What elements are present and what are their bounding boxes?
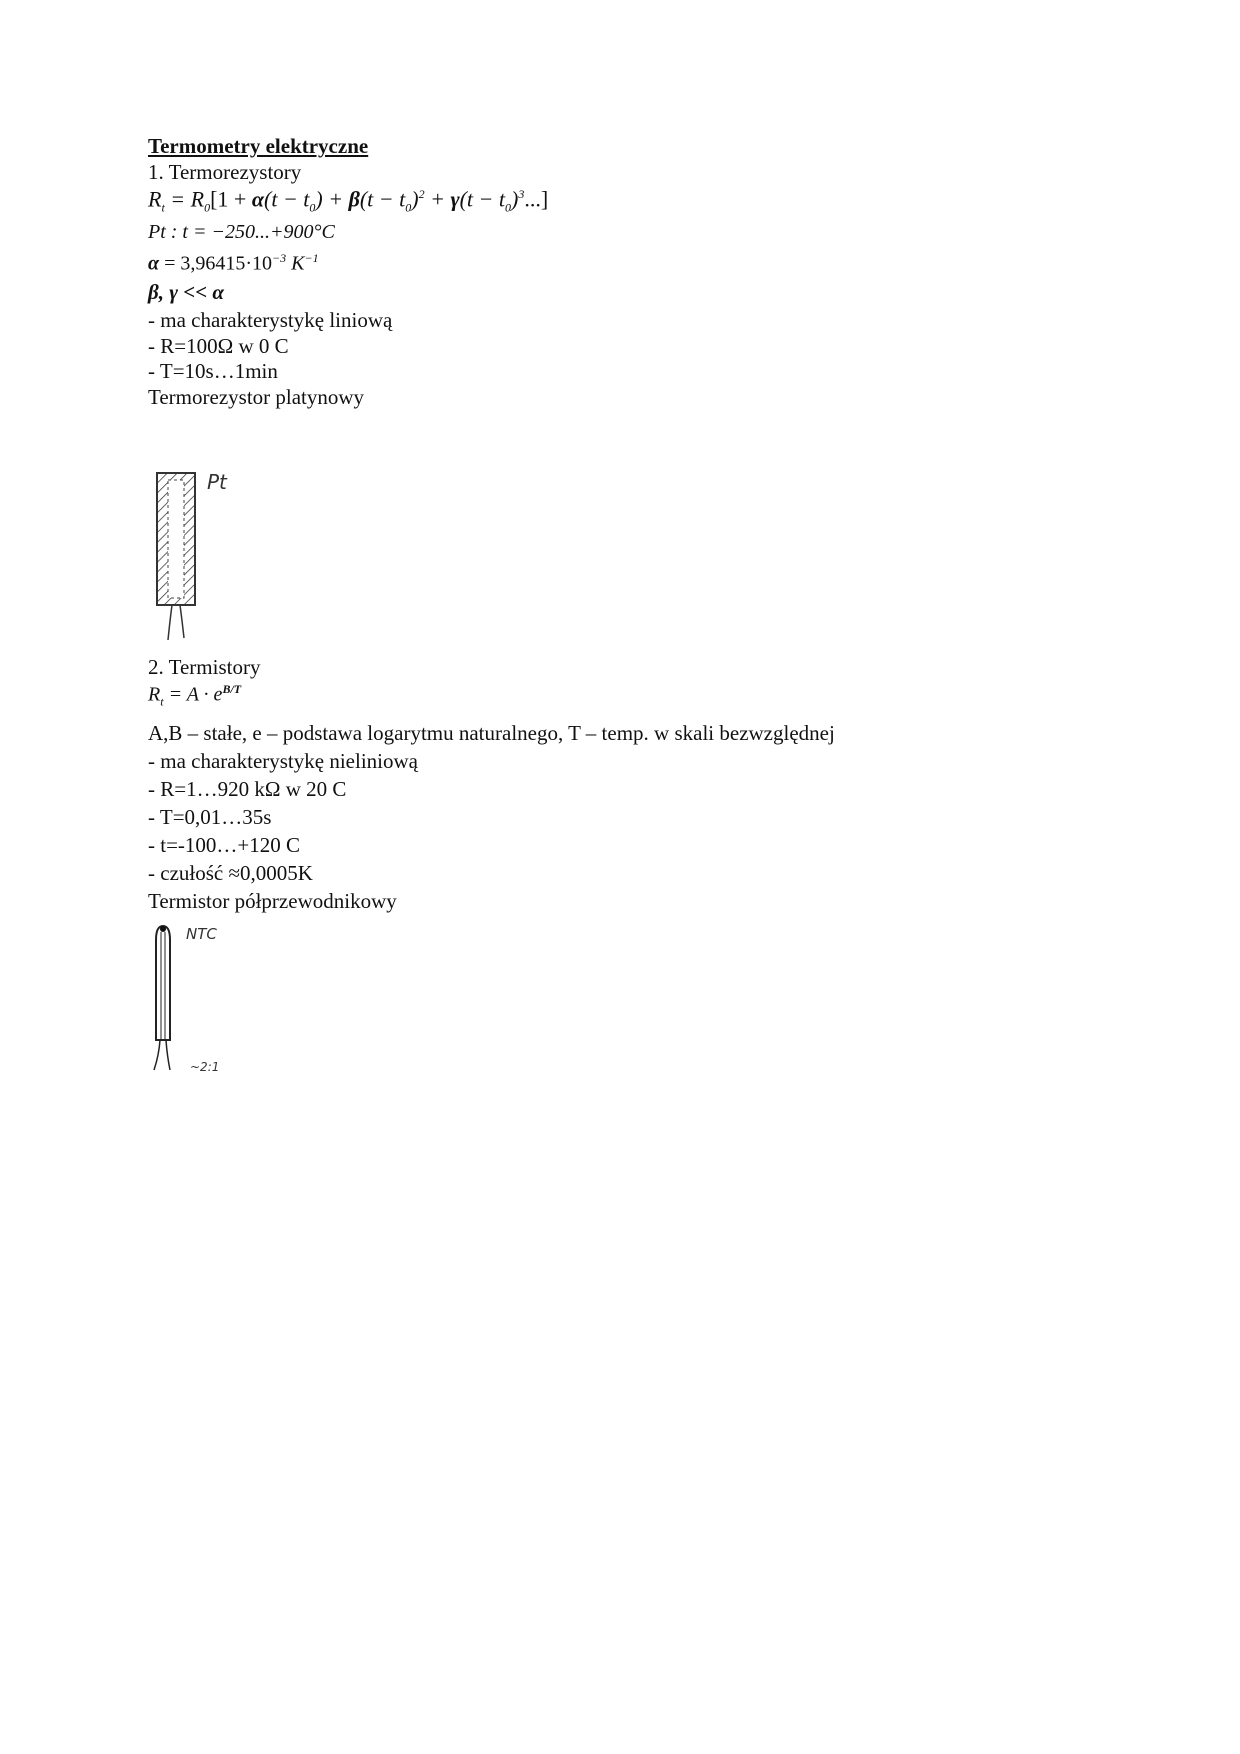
section-heading-termorezystory: 1. Termorezystory	[148, 160, 302, 184]
resistance-formula: $R_t = R_0[1 + \alpha(t - t_0) + \beta(t - t_0)^2 + \gamma(t - t_0)^3...]$	[148, 186, 549, 215]
document-title: Termometry elektryczne	[148, 134, 369, 158]
figure-label-ntc: NTC	[186, 925, 217, 943]
bullet: - T=0,01…35s	[148, 805, 272, 829]
figure-caption-platinum: Termorezystor platynowy	[148, 385, 365, 409]
figure-scale: ~2:1	[190, 1060, 220, 1074]
beta-gamma-relation: β, γ << α	[148, 280, 225, 304]
thermistor-drawing	[150, 920, 180, 1080]
thermistor-formula: $R_t = A \cdot e^{B/T}$	[148, 682, 242, 709]
bullet: - R=1…920 kΩ w 20 C	[148, 777, 347, 801]
platinum-resistor-drawing	[150, 470, 210, 640]
bullet: - t=-100…+120 C	[148, 833, 301, 857]
bullet: - R=100Ω w 0 C	[148, 334, 289, 358]
bullet: - T=10s…1min	[148, 359, 278, 383]
bullet: - ma charakterystykę nieliniową	[148, 749, 418, 773]
alpha-formula: $\alpha = 3,96415\cdot 10^{-3}$ $K^{-1}$	[148, 251, 319, 275]
section-heading-termistory: 2. Termistory	[148, 655, 261, 679]
figure-caption-thermistor: Termistor półprzewodnikowy	[148, 889, 397, 913]
pt-range-formula: Pt : t = −250...+900°C	[148, 221, 335, 243]
constants-description: A,B – stałe, e – podstawa logarytmu naturalnego, T – temp. w skali bezwzględnej	[148, 721, 835, 745]
bullet: - czułość ≈0,0005K	[148, 861, 313, 885]
bullet: - ma charakterystykę liniową	[148, 308, 393, 332]
figure-label-pt: Pt	[207, 470, 227, 494]
